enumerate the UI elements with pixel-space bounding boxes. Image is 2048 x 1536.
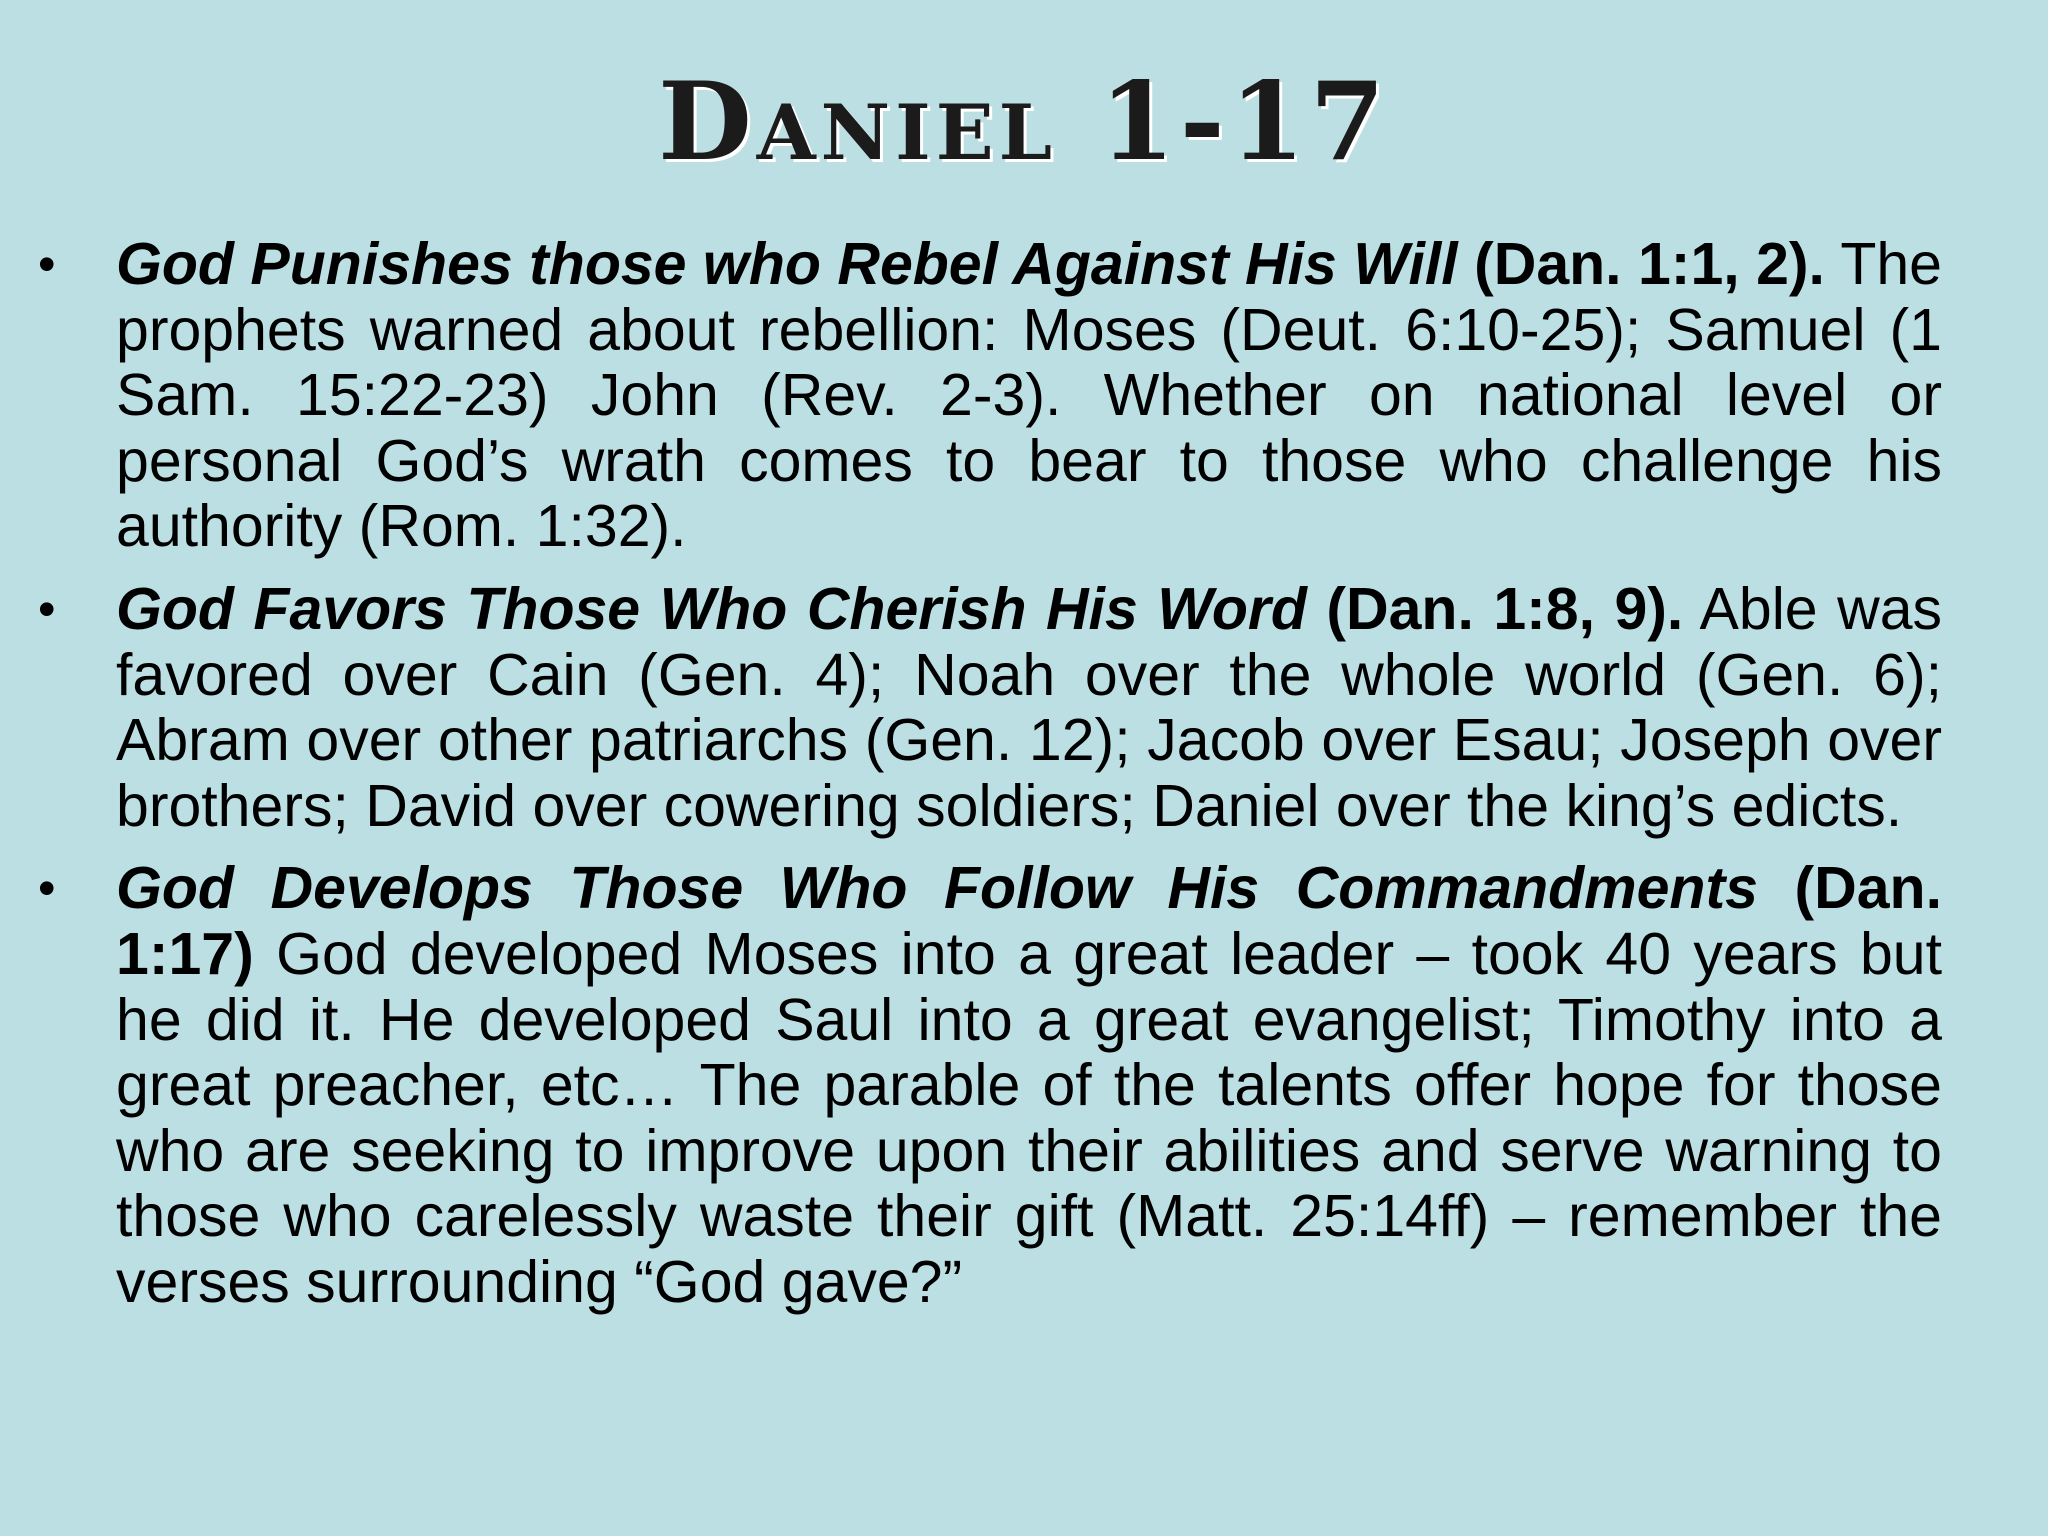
bullet-item (30, 577, 1942, 839)
bullet-dot-icon: • (38, 236, 56, 292)
bullet-heading: God Develops Those Who Follow His Commandments (116, 855, 1758, 922)
bullet-dot-icon: • (38, 860, 56, 917)
bullet-body: The prophets warned about rebellion: Moses (Deut. 6:10-25); Samuel (1 Sam. 15:22-23) John (Rev. 2-3). Whether on national level or personal God’s wrath comes to bear to those who challenge his authority (Rom. 1:32). (116, 231, 1942, 560)
bullet-body: Able was favored over Cain (Gen. 4); Noah over the whole world (Gen. 6); Abram over other patriarchs (Gen. 12); Jacob over Esau; Joseph over brothers; David over cowering soldiers; Daniel over the king’s edicts. (116, 575, 1943, 839)
bullet-reference: (Dan. 1:8, 9). (1326, 575, 1684, 642)
bullet-body: God developed Moses into a great leader – took 40 years but he did it. He developed Saul into a great evangelist; Timothy into a great preacher, etc… The parable of the talents offer hope for those who are seeking to improve upon their abilities and serve warning to those who carelessly waste their gift (Matt. 25:14ff) – remember the verses surrounding “God gave?” (116, 920, 1942, 1315)
slide-title: Daniel 1-17 (658, 59, 1390, 185)
bullet-dot-icon: • (38, 580, 56, 637)
bullet-reference: (Dan. 1:1, 2). (1474, 231, 1825, 297)
bullet-heading: God Punishes those who Rebel Against His Will (116, 231, 1458, 297)
bullet-item (30, 232, 1942, 560)
bullet-list (30, 232, 1942, 1333)
bullet-heading: God Favors Those Who Cherish His Word (116, 575, 1307, 642)
bullet-item (30, 856, 1942, 1315)
bullet-reference: (Dan. 1:17) (116, 855, 1942, 987)
